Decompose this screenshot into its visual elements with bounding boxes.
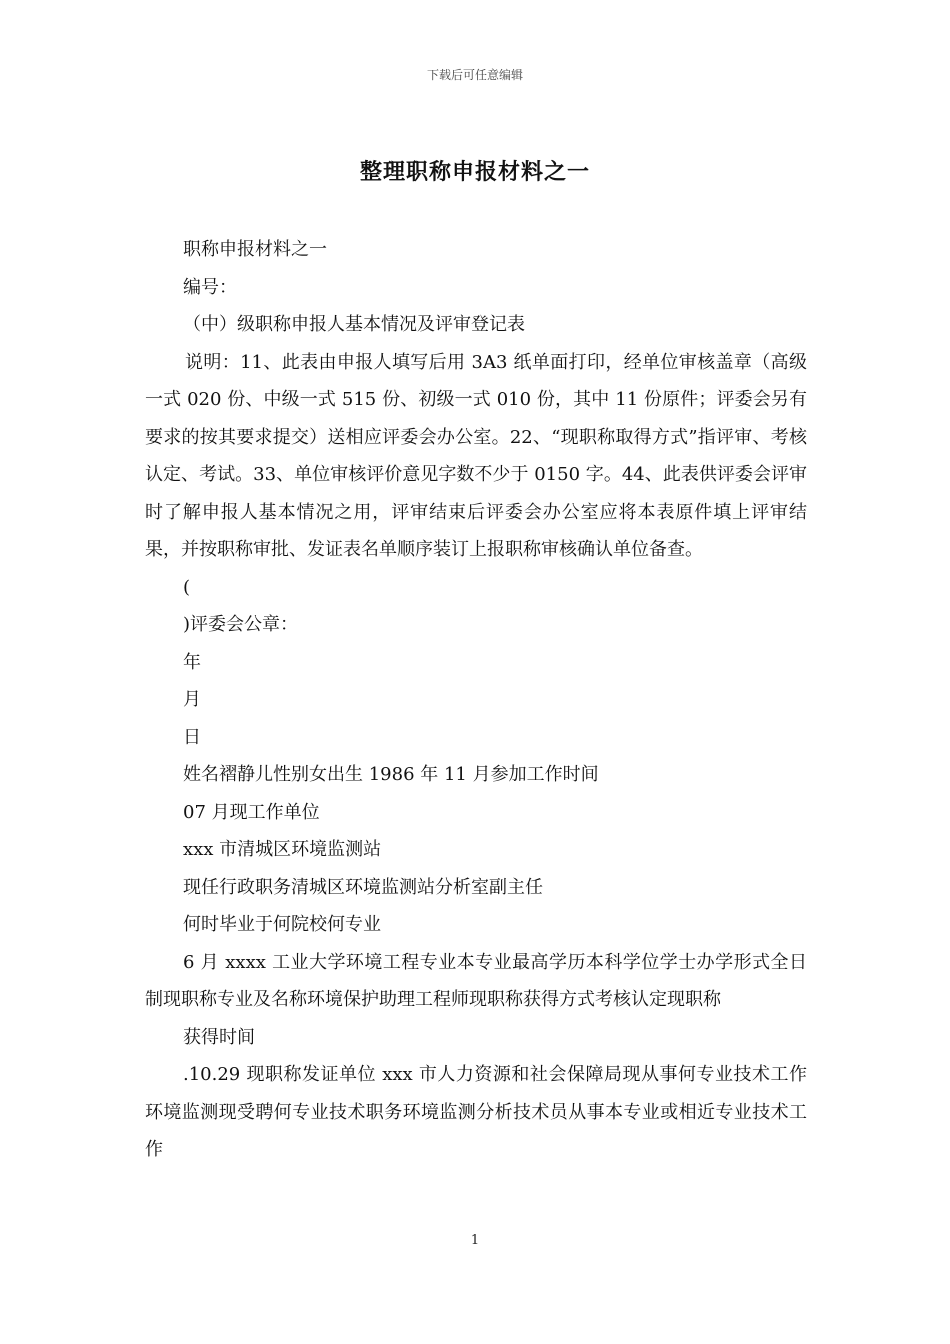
document-title: 整理职称申报材料之一 (359, 159, 590, 185)
paragraph: 日 (183, 726, 201, 748)
paragraph: （中）级职称申报人基本情况及评审登记表 (183, 314, 525, 335)
paragraph: 6 月 xxxx 工业大学环境工程专业本专业最高学历本科学位学士办学形式全日制现职称专业及名称环境保护助理工程师现职称获得方式考核认定现职称 (145, 951, 807, 1010)
page-number: 1 (470, 1233, 480, 1248)
paragraph: 何时毕业于何院校何专业 (183, 914, 381, 935)
document-body (145, 231, 807, 1169)
paragraph: 07 月现工作单位 (183, 801, 320, 823)
paragraph: 说明：11、此表由申报人填写后用 3A3 纸单面打印，经单位审核盖章（高级一式 020 份、中级一式 515 份、初级一式 010 份，其中 11 份原件；评委会另有要求的按其要求提交）送相应评委会办公室。22、“现职称取得方式”指评审、考核认定、考试。33、单位审核评价意见字数不少于 0150 字。44、此表供评委会评审时了解申报人基本情况之用，评审结束后评委会办公室应将本表原件填上评审结果，并按职称审批、发证表名单顺序装订上报职称审核确认单位备查。 (145, 351, 807, 560)
paragraph: 年 (183, 651, 201, 673)
paragraph: 月 (183, 689, 201, 710)
paragraph: .10.29 现职称发证单位 xxx 市人力资源和社会保障局现从事何专业技术工作环境监测现受聘何专业技术职务环境监测分析技术员从事本专业或相近专业技术工作 (145, 1064, 807, 1160)
paragraph: 姓名褶静儿性别女出生 1986 年 11 月参加工作时间 (183, 764, 599, 785)
paragraph: )评委会公章： (183, 614, 299, 635)
paragraph: 职称申报材料之一 (183, 239, 327, 260)
header-note: 下载后可任意编辑 (426, 68, 523, 82)
paragraph: 现任行政职务清城区环境监测站分析室副主任 (183, 876, 543, 898)
paragraph: xxx 市清城区环境监测站 (183, 839, 382, 860)
paragraph: 编号： (183, 276, 237, 298)
paragraph: ( (183, 576, 191, 598)
paragraph: 获得时间 (183, 1026, 255, 1048)
